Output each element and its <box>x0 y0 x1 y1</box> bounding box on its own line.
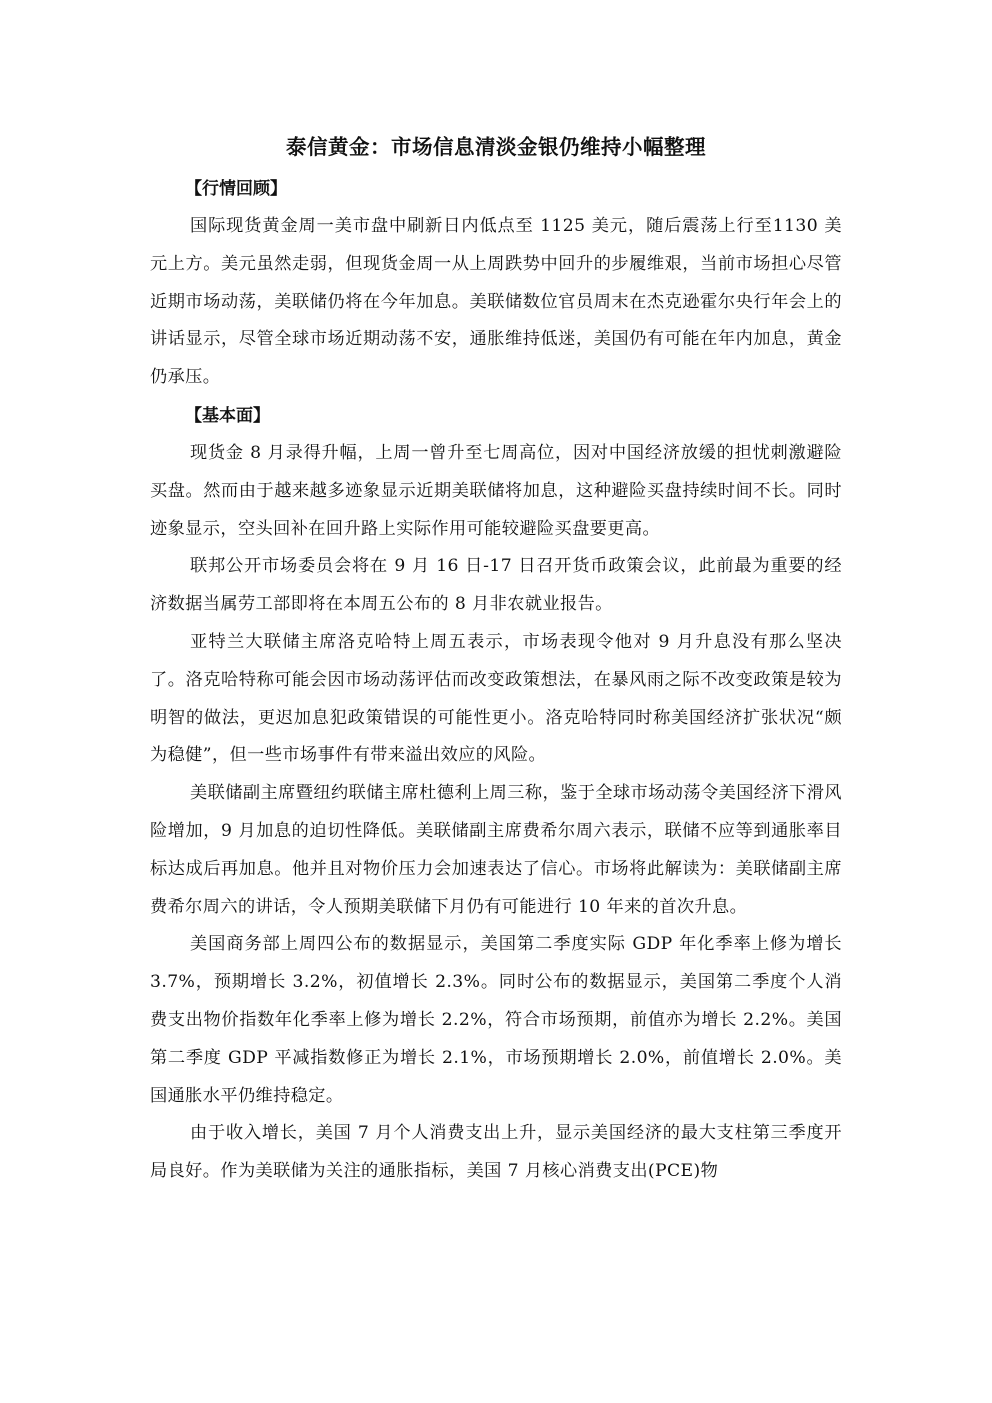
document-body <box>150 170 842 1191</box>
document-title: 泰信黄金：市场信息清淡金银仍维持小幅整理 <box>286 135 706 159</box>
paragraph-fundamentals-5: 美国商务部上周四公布的数据显示，美国第二季度实际 GDP 年化季率上修为增长 3.7%，预期增长 3.2%，初值增长 2.3%。同时公布的数据显示，美国第二季度个人消费支出物价指数年化季率上修为增长 2.2%，符合市场预期，前值亦为增长 2.2%。美国第二季度 GDP 平减指数修正为增长 2.1%，市场预期增长 2.0%，前值增长 2.0%。美国通胀水平仍维持稳定。 <box>150 934 842 1106</box>
paragraph-fundamentals-1: 现货金 8 月录得升幅，上周一曾升至七周高位，因对中国经济放缓的担忧刺激避险买盘。然而由于越来越多迹象显示近期美联储将加息，这种避险买盘持续时间不长。同时迹象显示，空头回补在回升路上实际作用可能较避险买盘要更高。 <box>150 442 842 539</box>
section-heading-market-review: 【行情回顾】 <box>185 179 287 199</box>
section-heading-fundamentals: 【基本面】 <box>185 405 270 426</box>
paragraph-fundamentals-3: 亚特兰大联储主席洛克哈特上周五表示，市场表现令他对 9 月升息没有那么坚决了。洛克哈特称可能会因市场动荡评估而改变政策想法，在暴风雨之际不改变政策是较为明智的做法，更迟加息犯政策错误的可能性更小。洛克哈特同时称美国经济扩张状况“颇为稳健”，但一些市场事件有带来溢出效应的风险。 <box>150 631 842 766</box>
paragraph-fundamentals-6: 由于收入增长，美国 7 月个人消费支出上升，显示美国经济的最大支柱第三季度开局良好。作为美联储为关注的通胀指标，美国 7 月核心消费支出(PCE)物 <box>150 1123 842 1182</box>
paragraph-fundamentals-4: 美联储副主席暨纽约联储主席杜德利上周三称，鉴于全球市场动荡令美国经济下滑风险增加，9 月加息的迫切性降低。美联储副主席费希尔周六表示，联储不应等到通胀率目标达成后再加息。他并且对物价压力会加速表达了信心。市场将此解读为：美联储副主席费希尔周六的讲话，令人预期美联储下月仍有可能进行 10 年来的首次升息。 <box>150 783 842 917</box>
paragraph-market-review: 国际现货黄金周一美市盘中刷新日内低点至 1125 美元，随后震荡上行至1130 美元上方。美元虽然走弱，但现货金周一从上周跌势中回升的步履维艰，当前市场担心尽管近期市场动荡，美联储仍将在今年加息。美联储数位官员周末在杰克逊霍尔央行年会上的讲话显示，尽管全球市场近期动荡不安，通胀维持低迷，美国仍有可能在年内加息，黄金仍承压。 <box>150 216 842 388</box>
paragraph-fundamentals-2: 联邦公开市场委员会将在 9 月 16 日-17 日召开货币政策会议，此前最为重要的经济数据当属劳工部即将在本周五公布的 8 月非农就业报告。 <box>150 556 842 615</box>
